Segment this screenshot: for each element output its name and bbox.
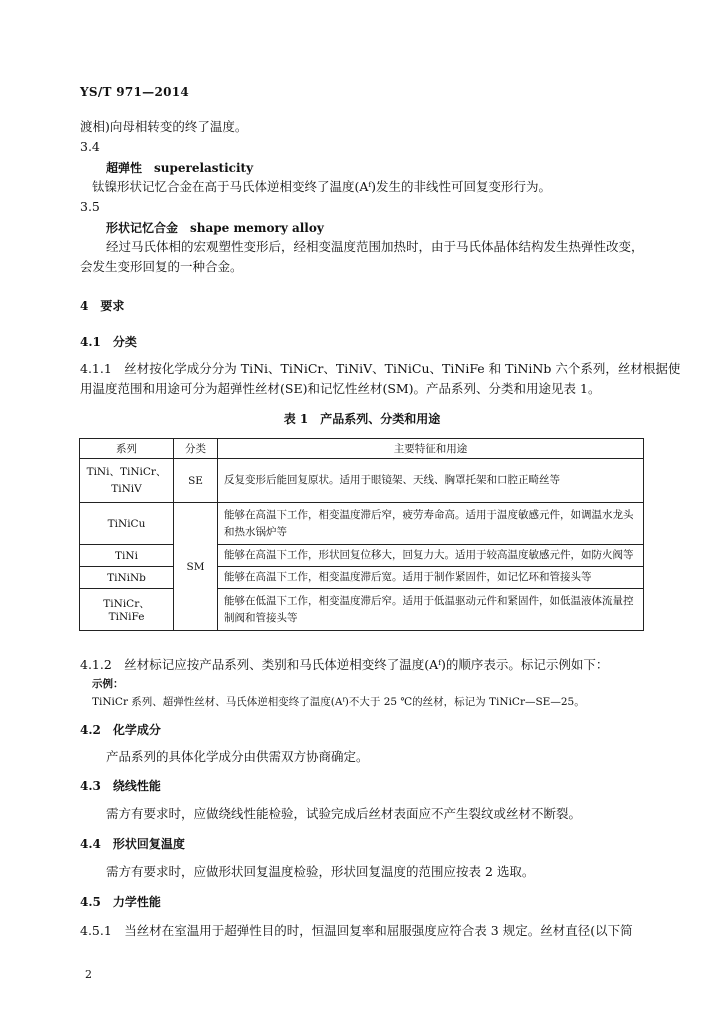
section-4-3-title: 4.3 绕线性能: [80, 779, 161, 793]
table-header-row: [80, 439, 644, 459]
product-classification-table: [79, 438, 644, 631]
section-4-4-title: 4.4 形状回复温度: [80, 837, 185, 851]
features-cell: 反复变形后能回复原状。适用于眼镜架、天线、胸罩托架和口腔正畸丝等: [218, 459, 644, 503]
example-label: 示例：: [92, 678, 124, 690]
features-cell: 能够在低温下工作，相变温度滞后窄。适用于低温驱动元件和紧固件，如低温液体流量控制阀和管接头等: [218, 589, 644, 631]
section-3-4-definition: 钛镍形状记忆合金在高于马氏体逆相变终了温度(Aᶠ)发生的非线性可回复变形行为。: [92, 179, 552, 194]
table-row: [80, 459, 644, 503]
table-row: [80, 503, 644, 545]
features-cell: 能够在高温下工作，相变温度滞后宽。适用于制作紧固件，如记忆环和管接头等: [218, 567, 644, 589]
page-number: 2: [85, 968, 92, 981]
section-4-5-1-text: 4.5.1 当丝材在室温用于超弹性目的时，恒温回复率和屈服强度应符合表 3 规定。丝材直径(以下简: [80, 923, 633, 938]
table-1-caption: 表 1 产品系列、分类和用途: [283, 412, 441, 426]
series-cell: TiNiCu: [80, 503, 174, 545]
header-class: 分类: [174, 439, 218, 459]
section-4-1-1-line1: 4.1.1 丝材按化学成分分为 TiNi、TiNiCr、TiNiV、TiNiCu、TiNiFe 和 TiNiNb 六个系列，丝材根据使: [80, 361, 681, 376]
section-4-3-text: 需方有要求时，应做绕线性能检验，试验完成后丝材表面应不产生裂纹或丝材不断裂。: [106, 806, 582, 821]
section-4-5-title: 4.5 力学性能: [80, 895, 161, 909]
section-3-4-number: 3.4: [80, 139, 100, 154]
section-4-4-text: 需方有要求时，应做形状回复温度检验，形状回复温度的范围应按表 2 选取。: [106, 864, 535, 879]
section-3-5-number: 3.5: [80, 199, 100, 214]
series-cell: TiNi、TiNiCr、TiNiV: [80, 459, 174, 503]
section-4-2-title: 4.2 化学成分: [80, 723, 161, 737]
class-cell: SM: [174, 503, 218, 631]
section-4-1-1-line2: 用温度范围和用途可分为超弹性丝材(SE)和记忆性丝材(SM)。产品系列、分类和用途见表 1。: [80, 381, 601, 396]
series-cell: TiNiCr、TiNiFe: [80, 589, 174, 631]
section-3-5-term: 形状记忆合金 shape memory alloy: [106, 221, 324, 235]
standard-code-header: YS/T 971—2014: [80, 85, 190, 99]
features-cell: 能够在高温下工作，形状回复位移大，回复力大。适用于较高温度敏感元件，如防火阀等: [218, 545, 644, 567]
features-cell: 能够在高温下工作，相变温度滞后窄，疲劳寿命高。适用于温度敏感元件，如调温水龙头和热水锅炉等: [218, 503, 644, 545]
class-cell: SE: [174, 459, 218, 503]
table-row: [80, 567, 644, 589]
section-3-5-definition-line1: 经过马氏体相的宏观塑性变形后，经相变温度范围加热时，由于马氏体晶体结构发生热弹性改变，: [106, 239, 644, 254]
section-4-1-2-text: 4.1.2 丝材标记应按产品系列、类别和马氏体逆相变终了温度(Aᶠ)的顺序表示。标记示例如下：: [80, 657, 609, 672]
series-cell: TiNi: [80, 545, 174, 567]
section-4-2-text: 产品系列的具体化学成分由供需双方协商确定。: [106, 749, 369, 764]
section-4-title: 4 要求: [80, 299, 125, 313]
section-3-4-term: 超弹性 superelasticity: [106, 161, 254, 175]
example-text: TiNiCr 系列、超弹性丝材、马氏体逆相变终了温度(Aᶠ)不大于 25 ℃的丝材，标记为 TiNiCr—SE—25。: [92, 696, 585, 708]
header-series: 系列: [80, 439, 174, 459]
continued-text: 渡相)向母相转变的终了温度。: [80, 119, 248, 134]
series-cell: TiNiNb: [80, 567, 174, 589]
header-features: 主要特征和用途: [218, 439, 644, 459]
table-row: [80, 545, 644, 567]
section-3-5-definition-line2: 会发生变形回复的一种合金。: [80, 259, 243, 274]
table-row: [80, 589, 644, 631]
section-4-1-title: 4.1 分类: [80, 335, 137, 349]
